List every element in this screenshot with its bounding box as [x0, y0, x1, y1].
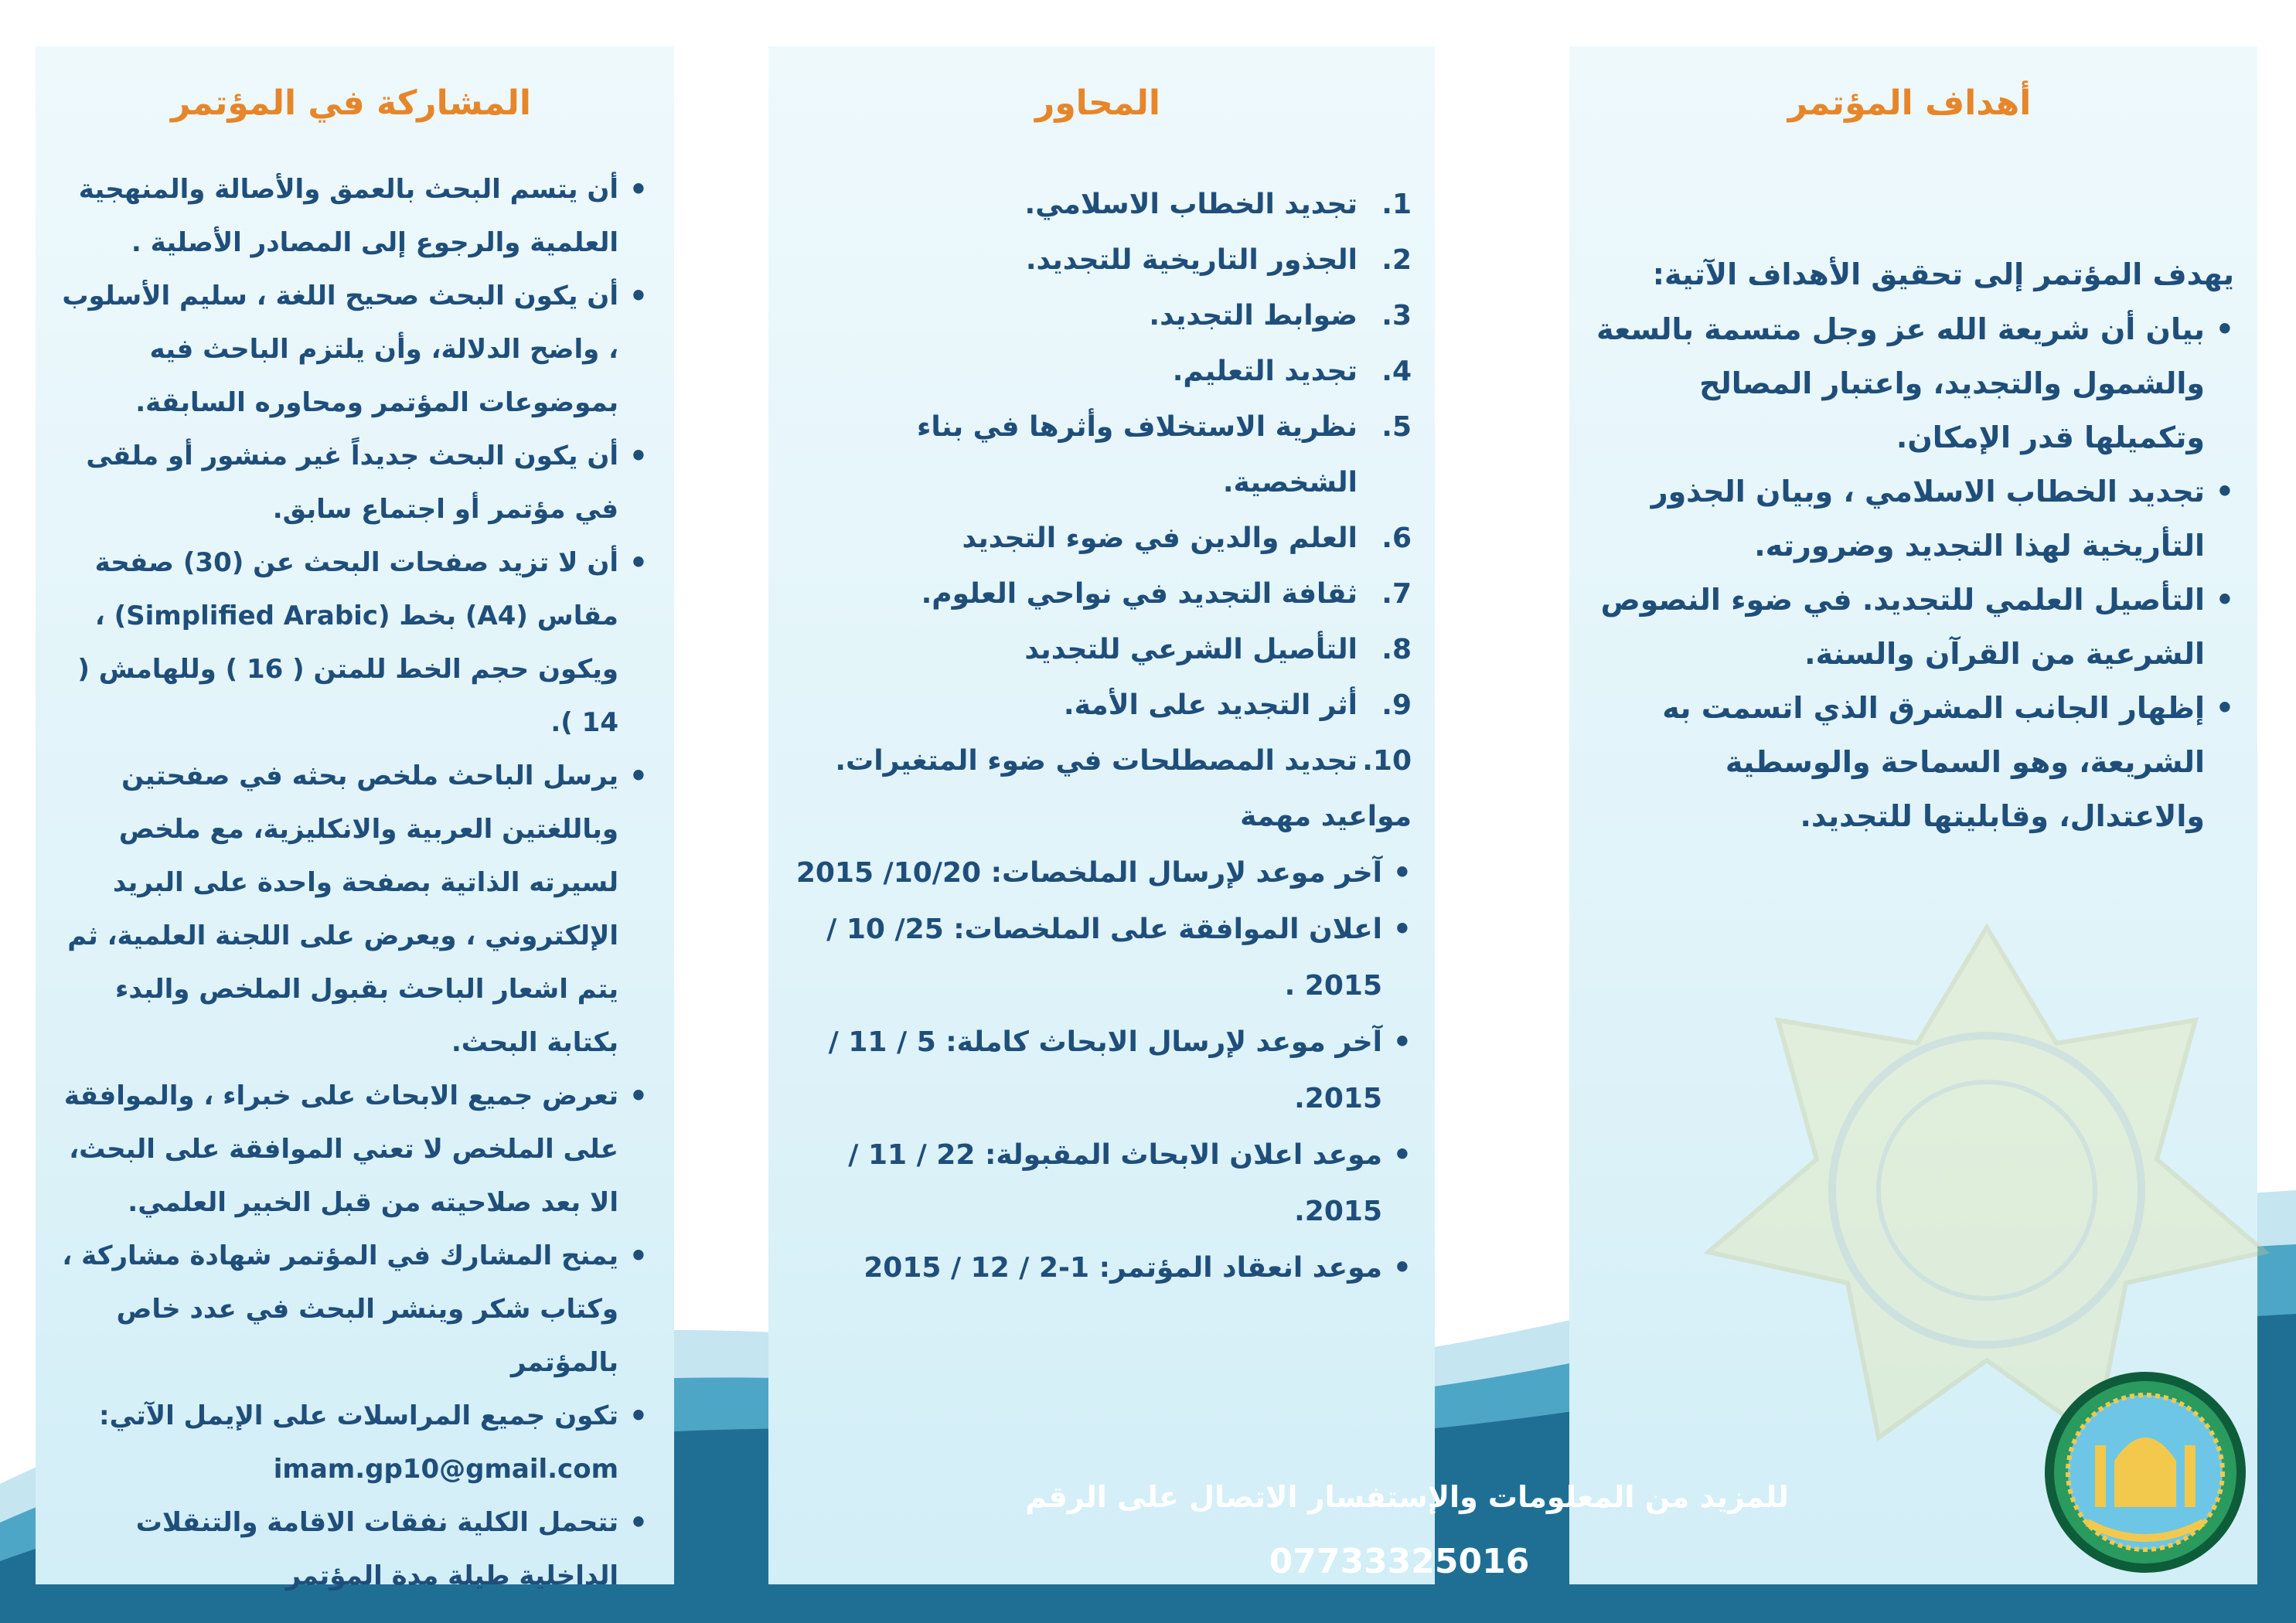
goal-item: • بيان أن شريعة الله عز وجل متسمة بالسعة والشمول والتجديد، واعتبار المصالح وتكميلها قدر الإمكان.	[1585, 302, 2234, 464]
list-item: • تعرض جميع الابحاث على خبراء ، والموافقة على الملخص لا تعني الموافقة على البحث، الا بعد صلاحيته من قبل الخبير العلمي.	[54, 1070, 648, 1230]
goals-title: أهداف المؤتمر	[1787, 83, 2032, 123]
axis-item: 3. ضوابط التجديد.	[1149, 300, 1412, 332]
list-item: • أن يكون البحث جديداً غير منشور أو ملقى في مؤتمر أو اجتماع سابق.	[54, 430, 648, 536]
axis-item: 4. تجديد التعليم.	[1172, 356, 1412, 387]
axis-item: 1. تجديد الخطاب الاسلامي.	[1024, 189, 1412, 220]
goal-item: • التأصيل العلمي للتجديد. في ضوء النصوص الشرعية من القرآن والسنة.	[1585, 573, 2234, 681]
list-item: • أن يكون البحث صحيح اللغة ، سليم الأسلوب ، واضح الدلالة، وأن يلتزم الباحث فيه بموضوعات المؤتمر ومحاوره السابقة.	[54, 270, 648, 430]
footer-phone[interactable]: 07733325016	[1269, 1542, 1530, 1581]
axis-item: 10. تجديد المصطلحات في ضوء المتغيرات.	[835, 745, 1412, 777]
list-item: • يمنح المشارك في المؤتمر شهادة مشاركة ، وكتاب شكر وينشر البحث في عدد خاص بالمؤتمر	[54, 1230, 648, 1390]
dates-list	[784, 845, 1412, 1296]
participation-panel	[36, 46, 674, 1591]
list-item: • يرسل الباحث ملخص بحثه في صفحتين وباللغتين العربية والانكليزية، مع ملخص لسيرته الذاتية بصفحة واحدة على البريد الإلكتروني ، ويعرض على اللجنة العلمية، ثم يتم اشعار الباحث بقبول الملخص والبدء بكتابة البحث.	[54, 750, 648, 1070]
axes-list	[784, 177, 1412, 789]
goal-item: • تجديد الخطاب الاسلامي ، وبيان الجذور التأريخية لهذا التجديد وضرورته.	[1585, 464, 2234, 573]
date-item: • موعد اعلان الابحاث المقبولة: 22 / 11 / 2015.	[784, 1127, 1412, 1240]
axis-item: 2. الجذور التاريخية للتجديد.	[1025, 244, 1412, 276]
footer-text: للمزيد من المعلومات والإستفسار الاتصال على الرقم	[1025, 1480, 1789, 1514]
axes-title: المحاور	[1034, 83, 1160, 123]
goals-list	[1585, 302, 2234, 843]
date-item: • موعد انعقاد المؤتمر: 1-2 / 12 / 2015	[784, 1240, 1412, 1296]
list-item: • أن لا تزيد صفحات البحث عن (30) صفحة مقاس (A4) بخط (Simplified Arabic) ، ويكون حجم الخط للمتن ( 16 ) وللهامش ( 14 ).	[54, 536, 648, 750]
axis-item: 9. أثر التجديد على الأمة.	[1063, 689, 1412, 721]
date-item: • آخر موعد لإرسال الملخصات: 10/20/ 2015	[784, 845, 1412, 901]
date-item: • آخر موعد لإرسال الابحاث كاملة: 5 / 11 / 2015.	[784, 1014, 1412, 1127]
date-item: • اعلان الموافقة على الملخصات: 25/ 10 / 2015 .	[784, 901, 1412, 1014]
axis-item: 6. العلم والدين في ضوء التجديد	[962, 522, 1412, 554]
participation-title: المشاركة في المؤتمر	[170, 83, 532, 123]
dates-heading: مواعيد مهمة	[1240, 801, 1412, 832]
email-label: تكون جميع المراسلات على الإيمل الآتي:	[98, 1400, 618, 1431]
email-address[interactable]: imam.gp10@gmail.com	[273, 1454, 618, 1485]
axis-item: 8. التأصيل الشرعي للتجديد	[1024, 634, 1412, 665]
list-item: • تتحمل الكلية نفقات الاقامة والتنقلات الداخلية طيلة مدة المؤتمر	[54, 1496, 648, 1603]
list-item: • أن يتسم البحث بالعمق والأصالة والمنهجية العلمية والرجوع إلى المصادر الأصلية .	[54, 163, 648, 270]
axis-item: 7. ثقافة التجديد في نواحي العلوم.	[921, 578, 1412, 610]
goal-item: • إظهار الجانب المشرق الذي اتسمت به الشريعة، وهو السماحة والوسطية والاعتدال، وقابليتها للتجديد.	[1585, 681, 2234, 843]
list-item	[54, 1390, 648, 1496]
axes-panel	[768, 46, 1435, 1584]
axis-item: 5. نظرية الاستخلاف وأثرها في بناء الشخصية.	[916, 411, 1412, 498]
goals-intro: يهدف المؤتمر إلى تحقيق الأهداف الآتية:	[1652, 257, 2234, 291]
participation-list	[54, 163, 648, 1603]
sunni-endowment-logo-icon	[2041, 1368, 2250, 1577]
